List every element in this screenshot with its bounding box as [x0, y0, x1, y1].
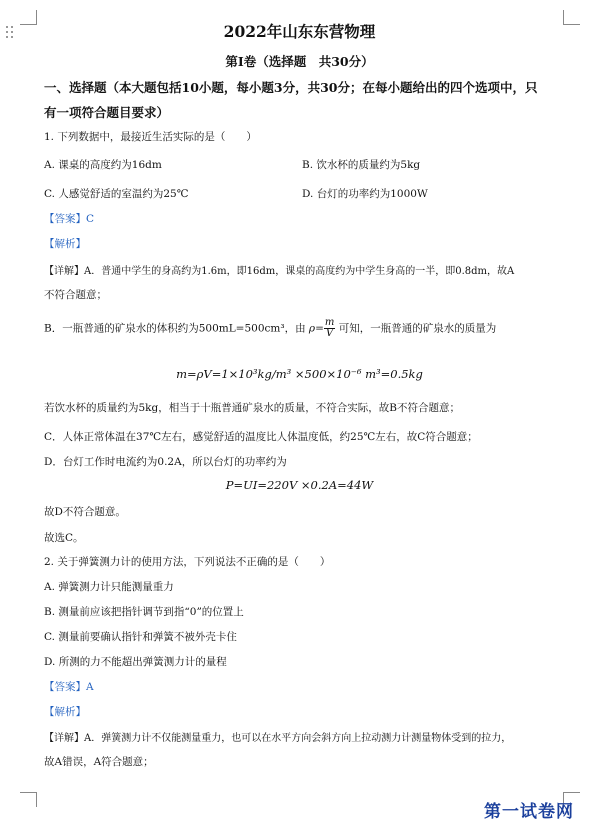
q1-final-choice: 故选C。	[44, 532, 84, 544]
q2-analysis-label: 【解析】	[44, 706, 86, 718]
q1-b-prefix: B．一瓶普通的矿泉水的体积约为500mL=500cm³，由	[44, 322, 306, 335]
q2-option-d: D. 所测的力不能超出弹簧测力计的量程	[44, 656, 227, 668]
watermark-logo: 第一试卷网	[484, 802, 574, 822]
q1-option-b-explanation	[44, 318, 496, 339]
q1-b-conclusion: 若饮水杯的质量约为5kg，相当于十瓶普通矿泉水的质量，不符合实际，故B不符合题意；	[44, 402, 460, 414]
crop-mark-bottom-left	[20, 792, 37, 807]
section-heading-line-2: 有一项符合题目要求）	[44, 105, 170, 120]
fraction-denominator: V	[326, 328, 334, 339]
q2-stem: 2. 关于弹簧测力计的使用方法，下列说法不正确的是（ ）	[44, 556, 331, 568]
q1-stem: 1. 下列数据中，最接近生活实际的是（ ）	[44, 131, 257, 143]
q1-option-c-explanation: C．人体正常体温在37℃左右，感觉舒适的温度比人体温度低，约25℃左右，故C符合题意；	[44, 431, 478, 443]
q1-answer: 【答案】C	[44, 213, 95, 225]
page-subtitle: 第Ⅰ卷（选择题 共30分）	[225, 54, 374, 69]
q1-b-rho: ρ=	[308, 322, 324, 335]
q1-option-d-explanation: D．台灯工作时电流约为0.2A，所以台灯的功率约为	[44, 456, 287, 468]
q1-d-conclusion: 故D不符合题意。	[44, 506, 126, 518]
formula-power: P=UI=220V ×0.2A=44W	[225, 478, 374, 492]
q1-detail-line-2: 不符合题意；	[44, 289, 107, 301]
section-heading-line-1: 一、选择题（本大题包括10小题，每小题3分，共30分；在每小题给出的四个选项中，只	[44, 80, 538, 95]
q1-analysis-label: 【解析】	[44, 238, 86, 250]
q2-option-c: C. 测量前要确认指针和弹簧不被外壳卡住	[44, 631, 237, 643]
mass-over-volume-fraction	[324, 318, 335, 339]
page-title: 2022年山东东营物理	[223, 22, 376, 41]
q2-detail-line-1: 【详解】A．弹簧测力计不仅能测量重力，也可以在水平方向会斜方向上拉动测力计测量物体受到的拉力，	[44, 733, 512, 744]
q2-detail-line-2: 故A错误，A符合题意；	[44, 756, 154, 768]
q2-option-a: A. 弹簧测力计只能测量重力	[44, 581, 174, 593]
q1-b-suffix: 可知，一瓶普通的矿泉水的质量为	[338, 322, 497, 335]
q1-option-c: C. 人感觉舒适的室温约为25℃	[44, 188, 189, 200]
fraction-numerator: m	[324, 317, 335, 328]
q2-option-b: B. 测量前应该把指针调节到指“0”的位置上	[44, 606, 244, 618]
q1-detail-line-1: 【详解】A．普通中学生的身高约为1.6m，即16dm，课桌的高度约为中学生身高的一半，即0.8dm，故A	[44, 266, 515, 277]
formula-mass: m=ρV=1×10³kg/m³ ×500×10⁻⁶ m³=0.5kg	[176, 367, 423, 381]
q1-option-d: D. 台灯的功率约为1000W	[302, 188, 428, 200]
q1-option-a: A. 课桌的高度约为16dm	[44, 159, 162, 171]
q2-answer: 【答案】A	[44, 681, 94, 693]
q1-option-b: B. 饮水杯的质量约为5kg	[302, 159, 421, 171]
